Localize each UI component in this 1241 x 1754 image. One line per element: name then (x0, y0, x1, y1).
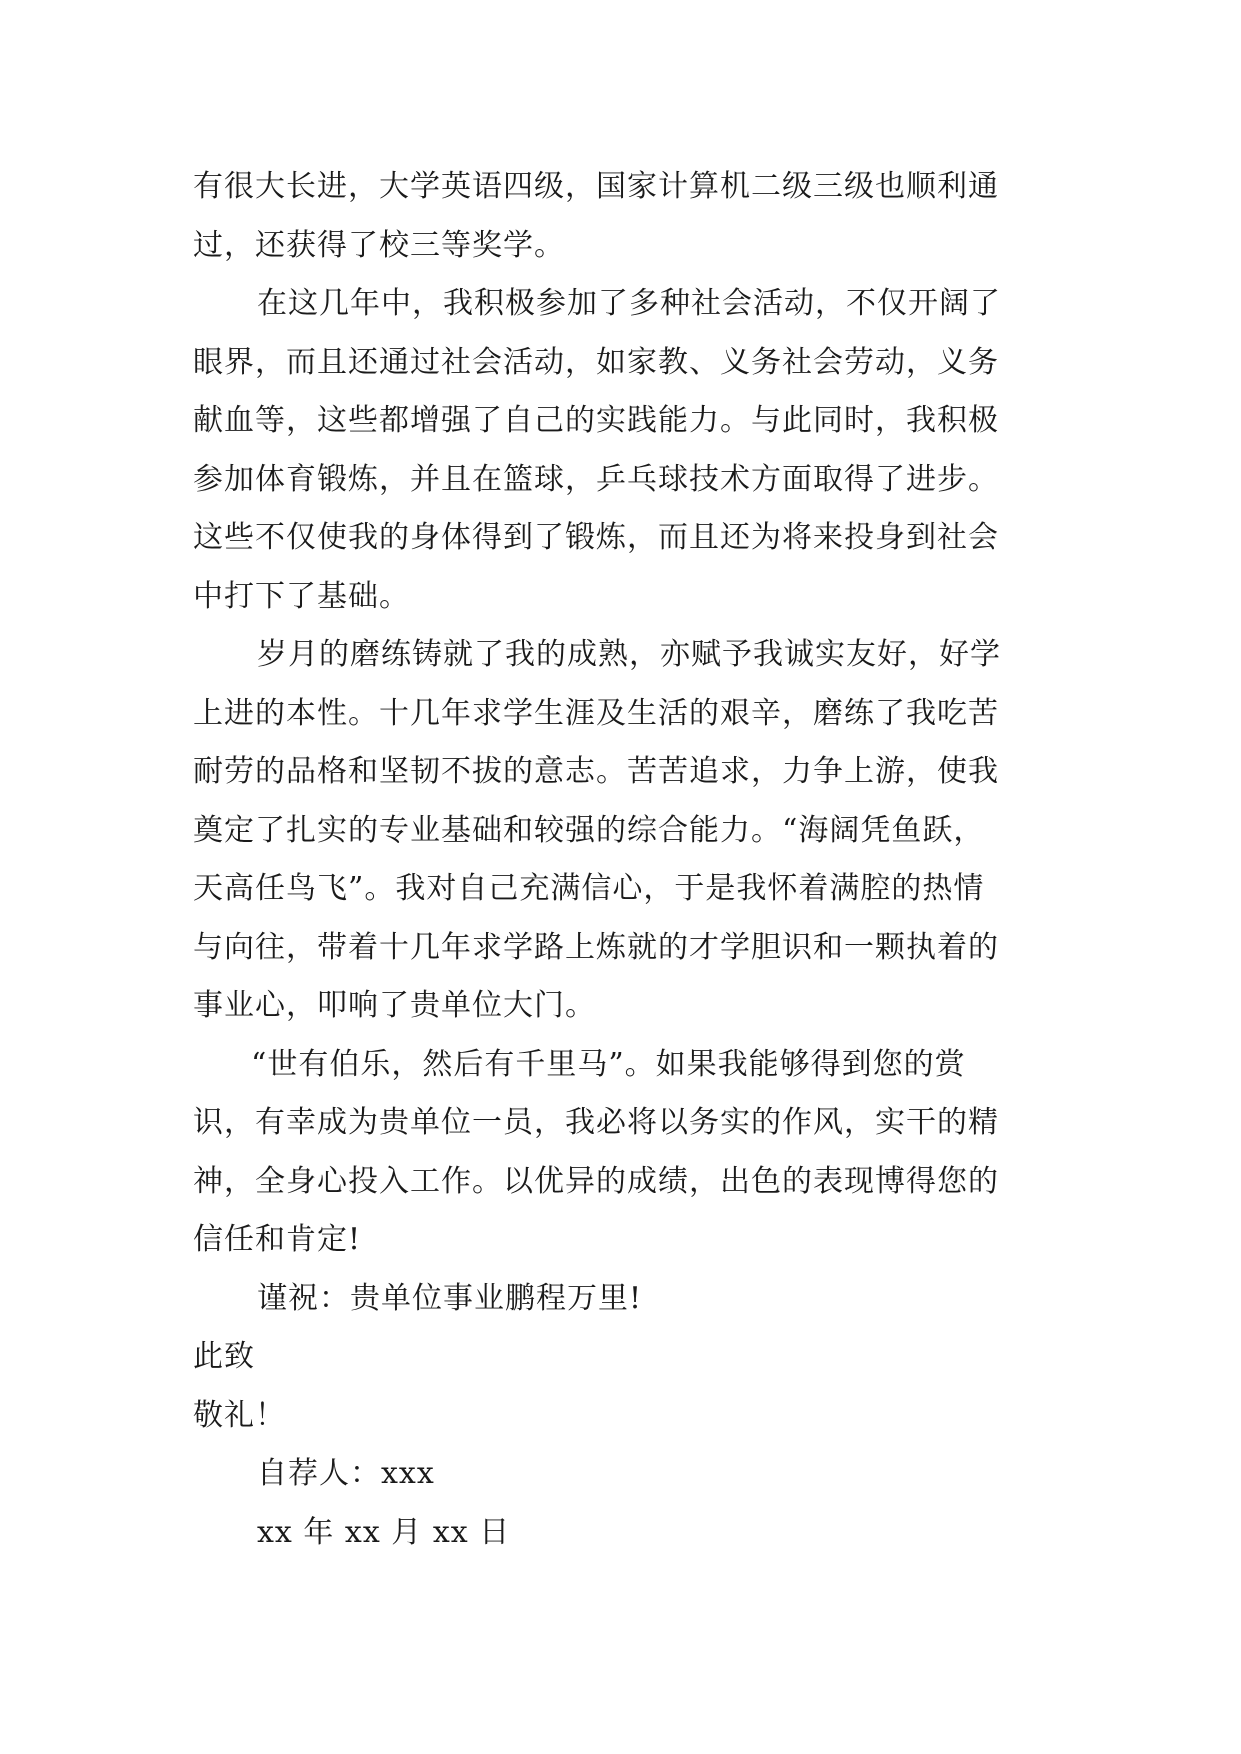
text-line: 献血等，这些都增强了自己的实践能力。与此同时，我积极 (193, 403, 999, 438)
date: xx 年 xx 月 xx 日 (257, 1514, 511, 1550)
paragraph-1 (193, 158, 1073, 275)
text-line: 有很大长进，大学英语四级，国家计算机二级三级也顺利通 (193, 169, 999, 204)
text-line: 识，有幸成为贵单位一员，我必将以务实的作风，实干的精 (193, 1105, 999, 1140)
text-line: 奠定了扎实的专业基础和较强的综合能力。“海阔凭鱼跃， (193, 812, 985, 848)
letter-body (193, 158, 1073, 1562)
closing-salutation-1: 此致 (193, 1339, 255, 1374)
text-line: 中打下了基础。 (193, 578, 410, 614)
text-line: “世有伯乐，然后有千里马”。如果我能够得到您的赏 (251, 1046, 966, 1082)
text-line: 岁月的磨练铸就了我的成熟，亦赋予我诚实友好，好学 (257, 637, 1001, 672)
text-line: 参加体育锻炼，并且在篮球，乒乓球技术方面取得了进步。 (193, 461, 999, 497)
text-line: 在这几年中，我积极参加了多种社会活动，不仅开阔了 (257, 286, 1001, 321)
text-line: 这些不仅使我的身体得到了锻炼，而且还为将来投身到社会 (193, 520, 999, 555)
text-line: 眼界，而且还通过社会活动，如家教、义务社会劳动，义务 (193, 344, 999, 380)
text-line: 过，还获得了校三等奖学。 (193, 227, 565, 263)
text-line: 上进的本性。十几年求学生涯及生活的艰辛，磨练了我吃苦 (193, 695, 999, 731)
paragraph-4 (193, 1036, 1073, 1270)
paragraph-2 (193, 275, 1073, 626)
paragraph-3 (193, 626, 1073, 1036)
signer: 自荐人：xxx (257, 1456, 435, 1491)
text-line: 耐劳的品格和坚韧不拔的意志。苦苦追求，力争上游，使我 (193, 754, 999, 789)
text-line: 神，全身心投入工作。以优异的成绩，出色的表现博得您的 (193, 1163, 999, 1199)
closing (193, 1270, 1073, 1563)
text-line: 与向往，带着十几年求学路上炼就的才学胆识和一颗执着的 (193, 929, 999, 965)
closing-wish: 谨祝：贵单位事业鹏程万里! (257, 1280, 643, 1316)
text-line: 事业心，叩响了贵单位大门。 (193, 988, 596, 1023)
text-line: 信任和肯定! (193, 1222, 362, 1257)
text-line: 天高任鸟飞”。我对自己充满信心，于是我怀着满腔的热情 (193, 871, 985, 906)
closing-salutation-2: 敬礼！ (193, 1397, 286, 1433)
